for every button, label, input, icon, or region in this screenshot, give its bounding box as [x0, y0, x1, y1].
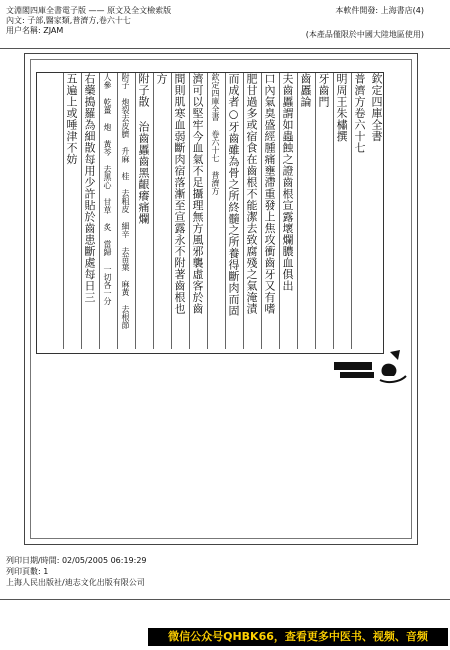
classical-text-block — [36, 72, 384, 354]
text-column: 附子 炮裂去皮臍 升麻 桂 去粗皮 細辛 去苗葉 麻黃 去根節 — [117, 73, 132, 349]
header-info — [6, 6, 171, 36]
footer-divider — [0, 599, 450, 600]
header-divider — [0, 48, 450, 49]
header-region-note: (本產品僅限於中國大陸地區使用) — [305, 30, 424, 39]
text-column: 夫齒䘌謂如蟲蝕之證齒根宣露壞爛膿血俱出 — [279, 73, 294, 349]
publisher-footer: 上海人民出版社/迪志文化出版有限公司 — [6, 578, 145, 587]
page-margin-label: 欽定四庫全書 卷六十七 普濟方 — [207, 73, 222, 349]
print-date-value: 02/05/2005 06:19:29 — [61, 556, 147, 565]
header-title: 文淵閣四庫全書電子版 —— 原文及全文檢索版 — [6, 6, 172, 15]
wechat-banner: 微信公众号QHBK66，查看更多中医书、视频、音频 — [148, 628, 448, 646]
text-column: 附子散 治齒䘌齒黑齦癢痛爛 — [135, 73, 150, 349]
text-column: 方 — [153, 73, 168, 349]
text-column: 人參 乾薑 炮 黃芩 去黑心 甘草 炙 當歸 一切各一分 — [99, 73, 114, 349]
publisher-logo — [330, 340, 410, 390]
print-date-label: 列印日期/時間: — [6, 556, 60, 565]
print-pages-value: 1 — [43, 567, 49, 576]
header-publisher: 本軟件開發: 上海書店(4) — [335, 6, 424, 15]
text-column: 而成者○牙齒雖為骨之所終髓之所養得斷肉而固 — [225, 73, 240, 349]
print-date — [6, 556, 147, 566]
text-column: 普濟方卷六十七 — [351, 73, 366, 349]
header-user: 用户名稱: ZJAM — [6, 26, 64, 35]
text-column: 欽定四庫全書 — [370, 73, 383, 142]
print-pages — [6, 567, 48, 577]
print-pages-label: 列印頁數: — [6, 567, 41, 576]
text-column: 間則肌寒血弱斷肉宿落漸至宣露永不附著齒根也 — [171, 73, 186, 349]
header-content: 內文: 子部,醫家類,普濟方,卷六十七 — [6, 16, 131, 25]
text-column: 肥甘過多或宿食在齒根不能潔去致腐殘之氣淹漬 — [243, 73, 258, 349]
text-column: 口內氣臭盛經腫痛壅滯重發上焦攻衝齒牙又有嗜 — [261, 73, 276, 349]
text-column: 五遍上或唾津不妨 — [63, 73, 78, 349]
text-column: 齒䘌論 — [297, 73, 312, 349]
text-column: 右藥搗羅為細散每用少許貼於齒患斷處每日三 — [81, 73, 96, 349]
text-column: 牙齒門 — [315, 73, 330, 349]
text-column: 濟可以堅牢今血氣不足攝理無方風邪襲虛客於齒 — [189, 73, 204, 349]
text-column: 明周王朱橚撰 — [333, 73, 348, 349]
